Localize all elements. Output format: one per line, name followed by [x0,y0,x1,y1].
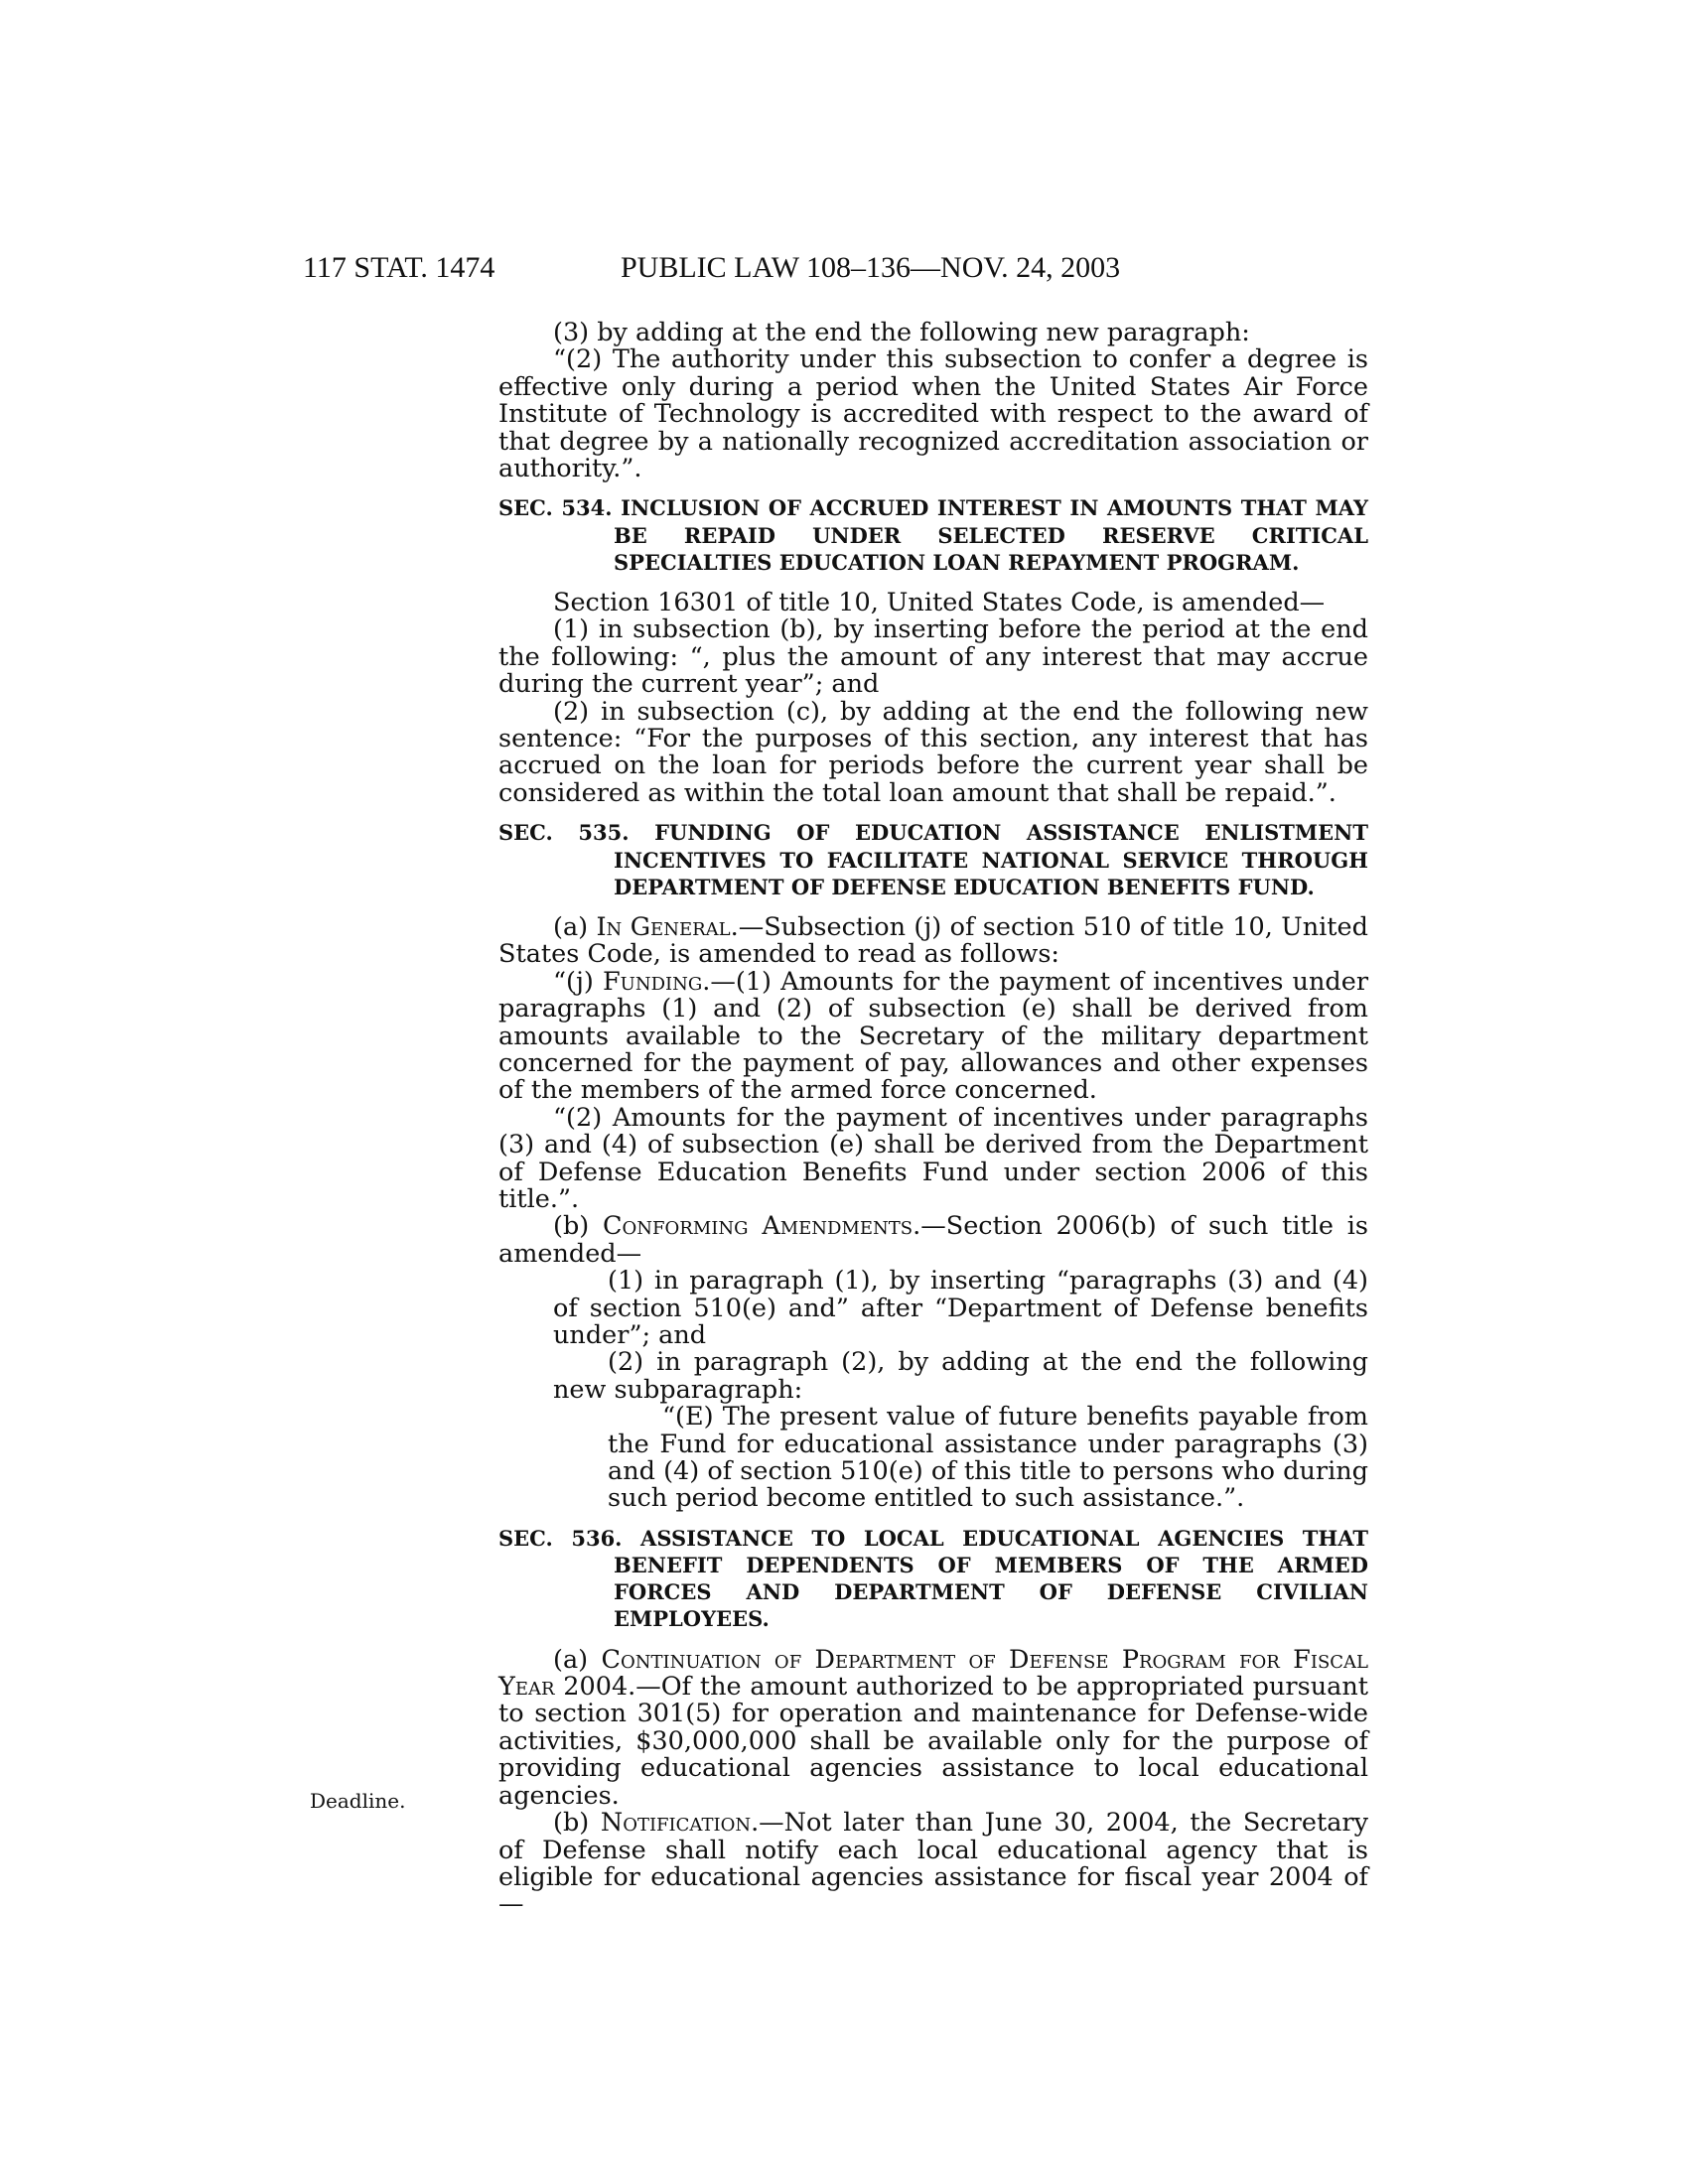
section-535-subsection-b [498,1213,1368,1268]
section-534-intro: Section 16301 of title 10, United States Code, is amended— [553,588,1326,618]
running-head: PUBLIC LAW 108–136—NOV. 24, 2003 [621,251,1121,284]
section-536-heading: SEC. 536. ASSISTANCE TO LOCAL EDUCATIONAL AGENCIES THAT BENEFIT DEPENDENTS OF MEMBERS OF THE ARMED FORCES AND DEPARTMENT OF DEFENSE CIVILIAN EMPLOYEES. [498,1525,1368,1632]
quoted-subparagraph-e: “(E) The present value of future benefits payable from the Fund for educational assistance under paragraphs (3) and (4) of section 510(e) of this title to persons who during such period become entitled to such assistance.”. [608,1402,1368,1514]
quoted-subsection-j [498,966,1369,1106]
subsection-j-heading: Funding [602,966,703,997]
subsection-b-item-2: (2) in paragraph (2), by adding at the end the following new subparagraph: [553,1347,1368,1405]
section-536-subsection-a [498,1644,1368,1811]
page-header [0,248,1688,288]
subsection-a-lead: (a) [553,911,597,942]
subsection-a-heading: In General [596,911,731,942]
quoted-paragraph-j-2: “(2) Amounts for the payment of incentives under paragraphs (3) and (4) of subsection (e) shall be derived from the Department of Defense Education Benefits Fund under section 2006 of this title.”. [498,1102,1368,1214]
subsection-b-item-1: (1) in paragraph (1), by inserting “paragraphs (3) and (4) of section 510(e) and” after “Department of Defense benefits under”; and [553,1266,1368,1350]
section-534-item-2: (2) in subsection (c), by adding at the end the following new sentence: “For the purposes of this section, any interest that has accrued on the loan for periods before the current year shall be considered as within the total loan amount that shall be repaid.”. [498,696,1368,808]
section-534-item-1: (1) in subsection (b), by inserting before the period at the end the following: “, plus the amount of any interest that may accrue during the current year”; and [498,614,1368,700]
subsection-536b-lead: (b) [553,1808,601,1839]
subsection-a-text: .—Subsection (j) of section 510 of title 10, United States Code, is amended to read as follows: [498,911,1368,970]
subsection-b-heading: Conforming Amendments [603,1211,914,1242]
page-body [498,320,1368,1919]
statute-reference: 117 STAT. 1474 [303,251,495,284]
subsection-b-text: .—Section 2006(b) of such title is amended— [498,1211,1369,1269]
section-535-heading: SEC. 535. FUNDING OF EDUCATION ASSISTANCE ENLISTMENT INCENTIVES TO FACILITATE NATIONAL SERVICE THROUGH DEPARTMENT OF DEFENSE EDUCATION BENEFITS FUND. [498,820,1368,899]
subsection-536a-text: 2004.—Of the amount authorized to be appropriated pursuant to section 301(5) for operation and maintenance for Defense-wide activities, $30,000,000 shall be available only for the purpose of providing educational agencies assistance to local educational agencies. [498,1672,1368,1811]
subsection-536b-heading: Notification [600,1808,752,1839]
subsection-b-lead: (b) [553,1211,604,1242]
section-534-heading: SEC. 534. INCLUSION OF ACCRUED INTEREST IN AMOUNTS THAT MAY BE REPAID UNDER SELECTED RESERVE CRITICAL SPECIALTIES EDUCATION LOAN REPAYMENT PROGRAM. [498,495,1368,575]
subsection-j-lead: “(j) [553,966,603,997]
quoted-paragraph-2: “(2) The authority under this subsection to confer a degree is effective only during a period when the United States Air Force Institute of Technology is accredited with respect to the award of that degree by a nationally recognized accreditation association or authority.”. [498,344,1368,484]
subsection-536b-text: .—Not later than June 30, 2004, the Secretary of Defense shall notify each local educational agency that is eligible for educational agencies assistance for fiscal year 2004 of— [498,1808,1368,1920]
subsection-536a-heading: Continuation of Department of Defense Program for Fiscal Year [498,1644,1368,1703]
subsection-j-text: .—(1) Amounts for the payment of incentives under paragraphs (1) and (2) of subsection (e) shall be derived from amounts available to the Secretary of the military department concerned for the payment of pay, allowances and other expenses of the members of the armed force concerned. [498,966,1369,1106]
subsection-536a-lead: (a) [553,1644,602,1675]
margin-note-deadline: Deadline. [310,1789,406,1813]
section-536-subsection-b [498,1810,1368,1919]
paragraph-3-amendment: (3) by adding at the end the following new paragraph: [553,318,1250,347]
section-535-subsection-a [498,911,1368,970]
